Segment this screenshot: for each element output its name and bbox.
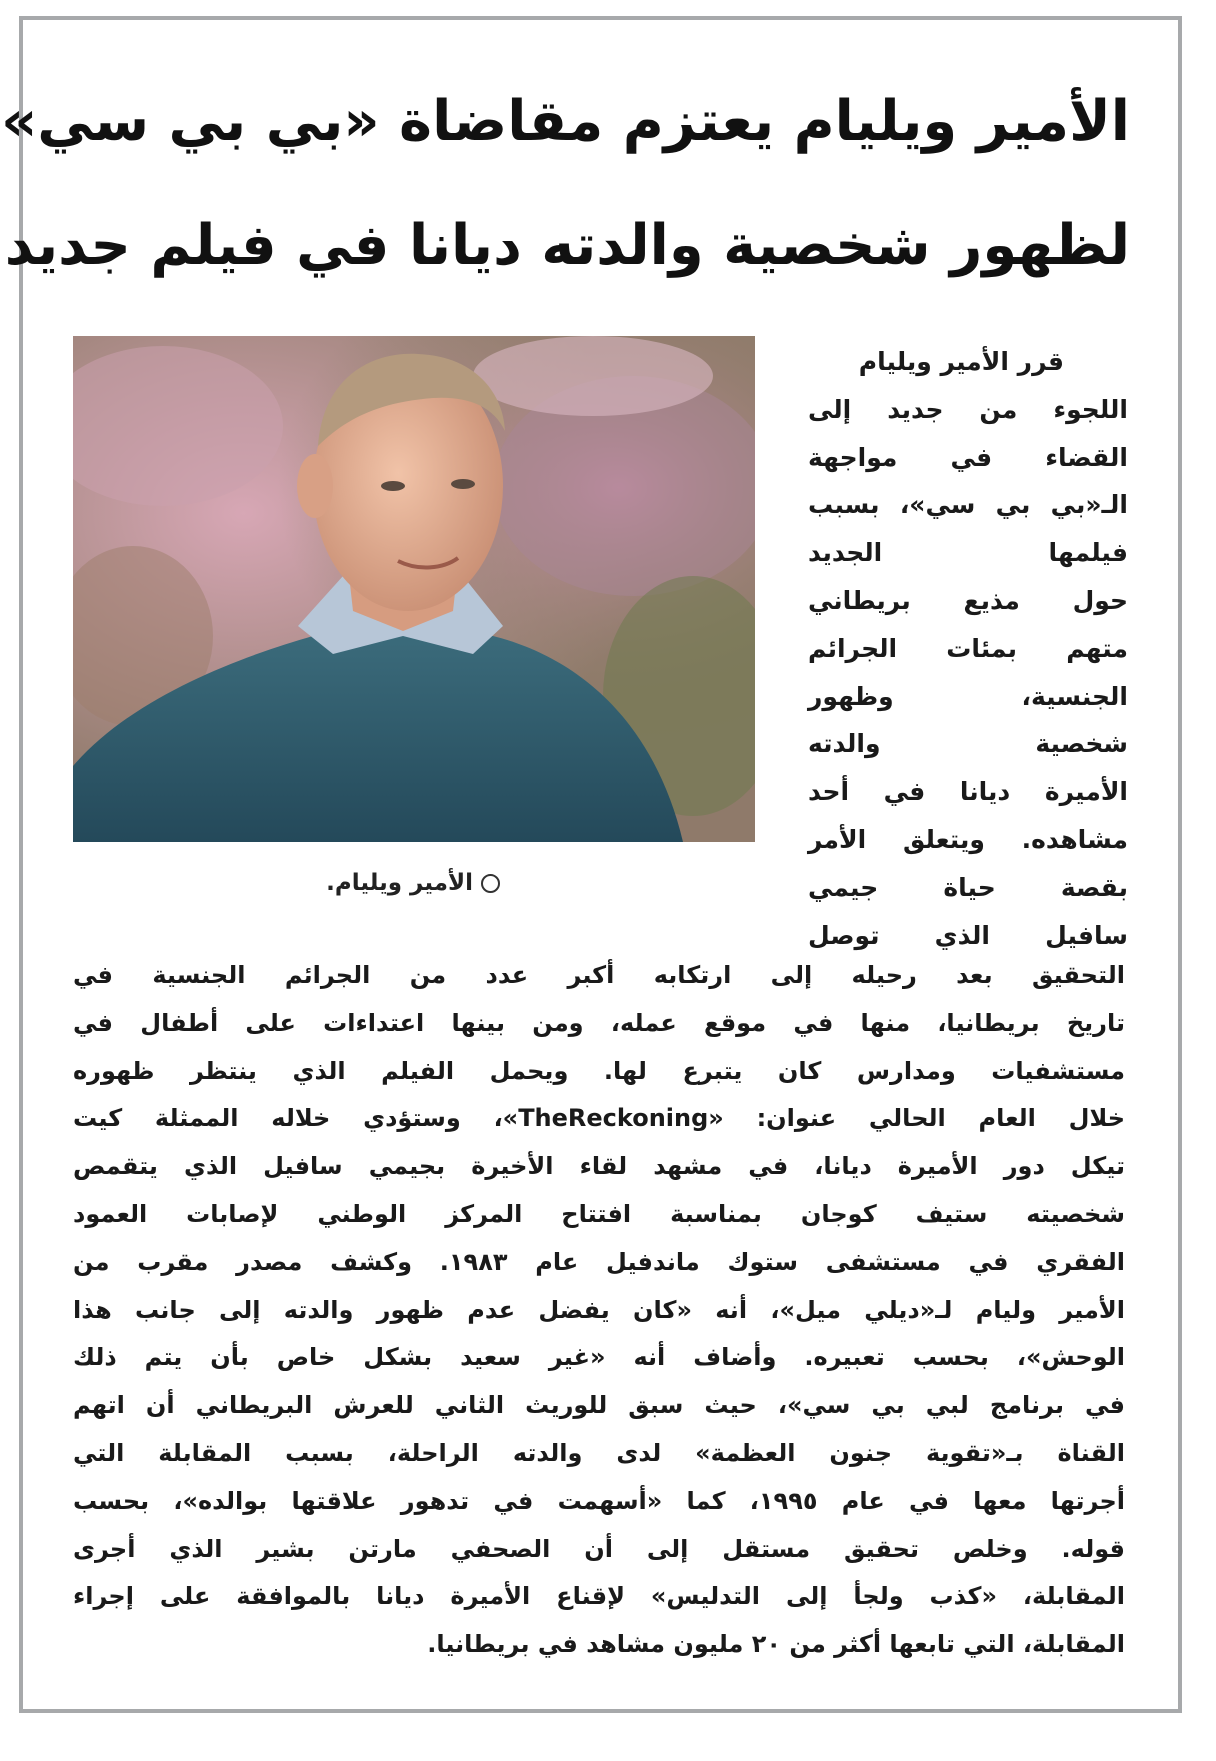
body-line: خلال العام الحالي عنوان: «TheReckoning»، وستؤدي خلاله الممثلة كيت [73,1104,1125,1133]
body-line: التحقيق بعد رحيله إلى ارتكابه أكبر عدد من الجرائم الجنسية في [73,961,1125,989]
side-column [808,338,1128,959]
body-line: في برنامج لبي بي سي»، حيث سبق للوريث الثاني للعرش البريطاني أن اتهم [73,1391,1125,1420]
side-line: مشاهده. ويتعلق الأمر [808,824,1128,854]
headline-line-1: الأمير ويليام يعتزم مقاضاة «بي بي سي» [1,89,1130,154]
photo-caption-text: الأمير ويليام. [326,870,473,896]
side-line: بقصة حياة جيمي [808,872,1128,902]
body-line: تاريخ بريطانيا، منها في موقع عمله، ومن بينها اعتداءات على أطفال في [73,1008,1125,1037]
headline-line-2: لظهور شخصية والدته ديانا في فيلم جديد [4,213,1130,278]
body-line: المقابلة، «كذب ولجأ إلى التدليس» لإقناع الأميرة ديانا بالموافقة على إجراء [73,1582,1125,1611]
body-line: أجرتها معها في عام ١٩٩٥، كما «أسهمت في تدهور علاقتها بوالده»، بحسب [73,1486,1125,1515]
headline [1,60,1130,308]
side-line: اللجوء من جديد إلى [808,394,1128,424]
photo-caption [250,870,500,896]
side-line: متهم بمئات الجرائم [808,633,1128,663]
body-line: الفقري في مستشفى ستوك ماندفيل عام ١٩٨٣. وكشف مصدر مقرب من [73,1247,1125,1276]
body-line: قوله. وخلص تحقيق مستقل إلى أن الصحفي مارتن بشير الذي أجرى [73,1534,1125,1563]
side-line: فيلمها الجديد [808,538,1128,568]
side-line: سافيل الذي توصل [808,920,1128,950]
side-line: حول مذيع بريطاني [808,585,1128,615]
circle-icon [481,874,500,893]
side-line: القضاء في مواجهة [808,442,1128,472]
body-line: تيكل دور الأميرة ديانا، في مشهد لقاء الأخيرة بجيمي سافيل الذي يتقمص [73,1152,1125,1181]
body-line: القناة بـ«تقوية جنون العظمة» لدى والدته الراحلة، بسبب المقابلة التي [73,1438,1125,1467]
side-line: شخصية والدته [808,729,1128,759]
side-line: الأميرة ديانا في أحد [808,777,1128,807]
side-line: الـ«بي بي سي»، بسبب [808,490,1128,520]
side-line: الجنسية، وظهور [808,681,1128,711]
body-line: الوحش»، بحسب تعبيره. وأضاف أنه «غير سعيد بشكل خاص بأن يتم ذلك [73,1343,1125,1372]
body-line: مستشفيات ومدارس كان يتبرع لها. ويحمل الفيلم الذي ينتظر ظهوره [73,1056,1125,1085]
article-photo [73,336,755,842]
body-line: المقابلة، التي تابعها أكثر من ٢٠ مليون مشاهد في بريطانيا. [427,1630,1125,1659]
body-line: الأمير وليام لـ«ديلي ميل»، أنه «كان يفضل عدم ظهور والدته إلى جانب هذا [73,1295,1125,1324]
side-line: قرر الأمير ويليام [858,347,1064,376]
body-column [73,952,1125,1669]
body-line: شخصيته ستيف كوجان بمناسبة افتتاح المركز الوطني لإصابات العمود [73,1199,1125,1228]
